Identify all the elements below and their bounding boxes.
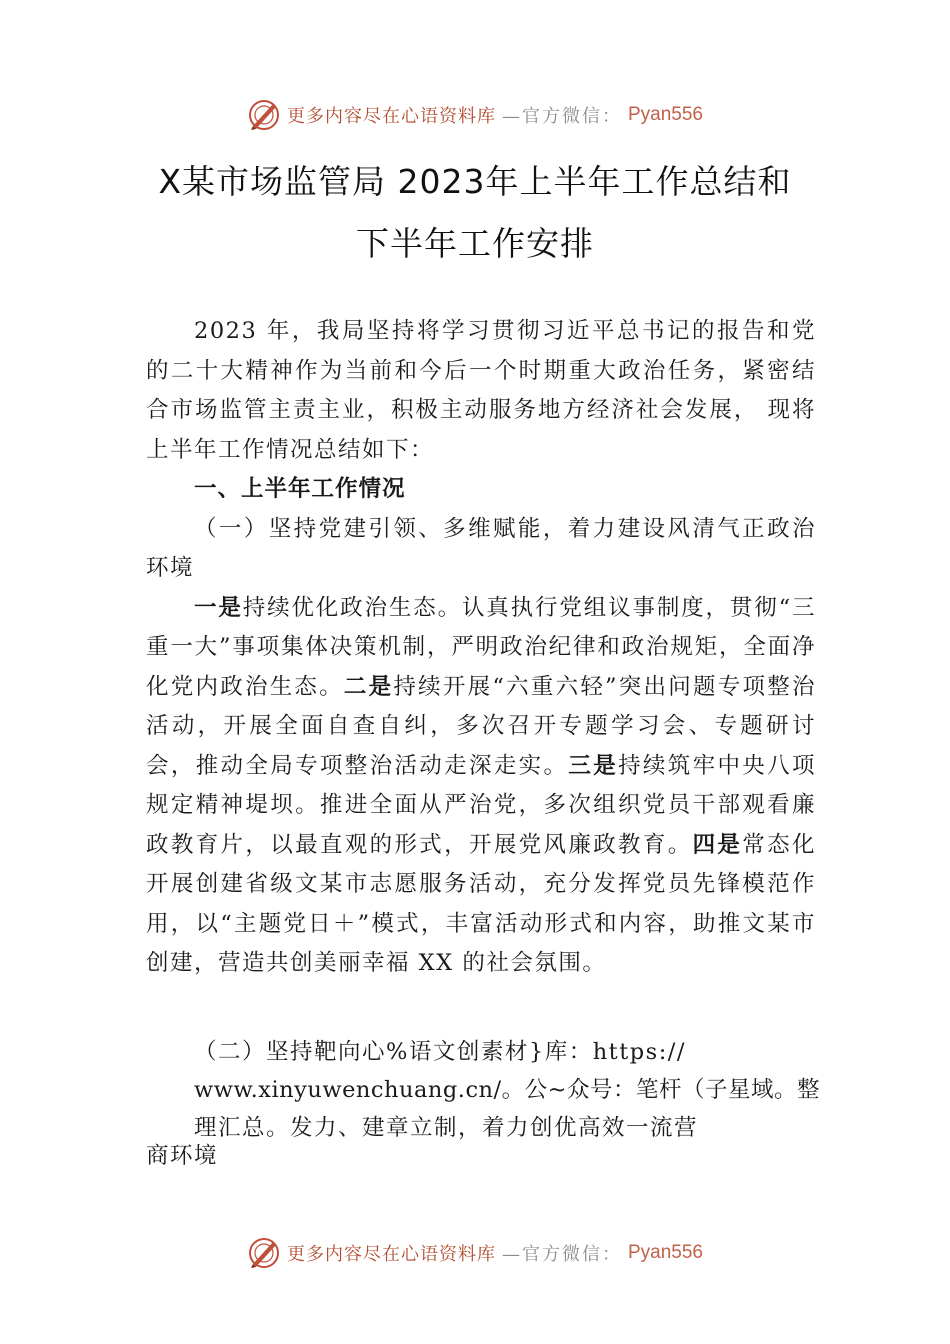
pen-logo-icon [247, 1236, 281, 1270]
watermark-text: 更多内容尽在心语资料库 [286, 106, 496, 127]
item-lead: 四是 [692, 831, 743, 858]
item-text: 常态化开展创建省级文某市志愿服务活动，充分发挥党员先锋模范作用，以“主题党日＋”模式，丰富活动形式和内容，助推文某市创建，营造共创美丽幸福 XX 的社会氛围。 [146, 831, 816, 976]
watermark-footer [0, 1233, 950, 1273]
item-lead: 三是 [568, 752, 619, 779]
item-text: 持续优化政治生态。认真执行党组议事制度，贯彻“三重一大”事项集体决策机制，严明政治纪律和政治规矩，全面净化党内政治生态。 [146, 594, 816, 700]
section-heading: 一、上半年工作情况 [194, 476, 406, 502]
watermark-wechat-id: Pyan556 [627, 104, 703, 125]
document-title-line-2: 下半年工作安排 [356, 224, 594, 263]
document-title-line-1: X某市场监管局 2023年上半年工作总结和 [158, 162, 792, 201]
subsection-heading: （一）坚持党建引领、多维赋能，着力建设风清气正政治环境 [146, 515, 816, 581]
watermark-separator: —官方微信： [501, 1244, 622, 1265]
subsection-2-heading [194, 1033, 824, 1147]
subsection-2-line-1: （二）坚持靶向心%语文创素材}库：https:// [194, 1039, 686, 1065]
item-lead: 二是 [343, 673, 394, 700]
pen-logo-icon [247, 98, 281, 132]
document-body [146, 312, 816, 984]
subsection-2-tail: 商环境 [146, 1143, 219, 1169]
item-text: 持续筑牢中央八项规定精神堤坝。推进全面从严治党，多次组织党员干部观看廉政教育片，以最直观的形式，开展党风廉政教育。 [146, 752, 816, 858]
item-text: 持续开展“六重六轻”突出问题专项整治活动，开展全面自查自纠，多次召开专题学习会、专题研讨会，推动全局专项整治活动走深走实。 [146, 673, 816, 779]
intro-paragraph: 2023 年，我局坚持将学习贯彻习近平总书记的报告和党的二十大精神作为当前和今后一个时期重大政治任务，紧密结合市场监管主责主业，积极主动服务地方经济社会发展， 现将上半年工作情况总结如下： [146, 318, 816, 463]
watermark-wechat-id: Pyan556 [627, 1242, 703, 1263]
watermark-text: 更多内容尽在心语资料库 [286, 1244, 496, 1265]
watermark-separator: —官方微信： [501, 106, 622, 127]
measures-paragraph [146, 589, 816, 984]
subsection-2-line-3: 理汇总。发力、建章立制，着力创优高效一流营 [194, 1115, 699, 1141]
item-lead: 一是 [194, 594, 243, 621]
watermark-header [0, 95, 950, 135]
subsection-2-line-2: www.xinyuwenchuang.cn/。公~众号：笔杆（子星域。整 [194, 1077, 820, 1103]
